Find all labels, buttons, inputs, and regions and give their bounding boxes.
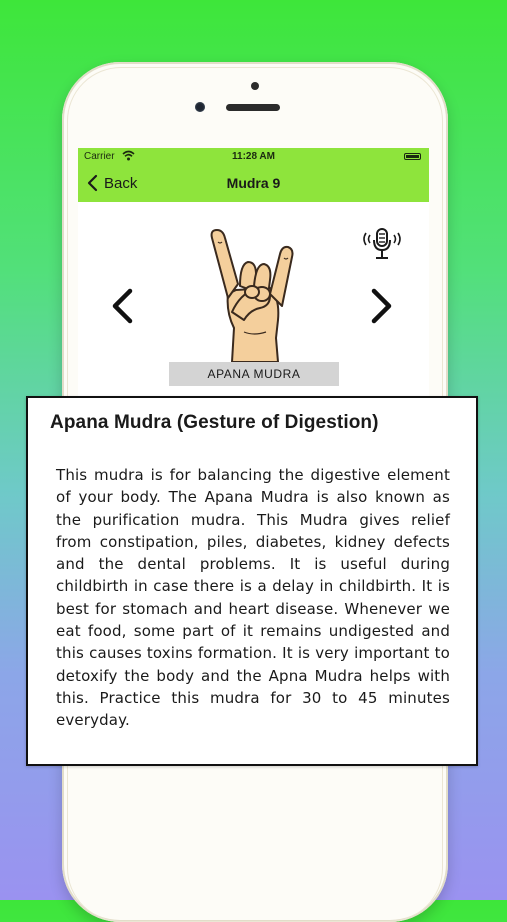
- page-title: Mudra 9: [226, 175, 281, 191]
- description-text: This mudra is for balancing the digestive element of your body. The Apana Mudra is also known as the purification mudra. This Mudra gives relief from constipation, piles, diabetes, kidney defects and the dental problems. It is useful during childbirth in case there is a delay in childbirth. It is best for stomach and heart disease. Whenever we eat food, some part of it remains undigested and this causes toxins formation. It is very important to detoxify the body and the Apna Mudra helps with this. Practice this mudra for 30 to 45 minutes everyday.: [56, 466, 450, 730]
- proximity-sensor: [195, 102, 205, 112]
- previous-mudra-button[interactable]: [108, 288, 136, 324]
- battery-level: [406, 155, 419, 158]
- next-mudra-button[interactable]: [368, 288, 396, 324]
- description-card: [26, 396, 478, 766]
- mudra-caption: APANA MUDRA: [169, 362, 339, 386]
- status-bar: [78, 148, 429, 166]
- earpiece-speaker: [226, 104, 280, 111]
- status-time: 11:28 AM: [232, 151, 275, 162]
- back-label: Back: [104, 174, 138, 192]
- carrier-label: Carrier: [84, 151, 115, 162]
- battery-icon: [404, 153, 421, 160]
- apana-mudra-hand-illustration: [206, 228, 302, 362]
- description-title: Apana Mudra (Gesture of Digestion): [50, 412, 379, 433]
- navigation-bar: [78, 148, 429, 202]
- microphone-icon[interactable]: [363, 226, 401, 262]
- front-camera: [251, 82, 259, 90]
